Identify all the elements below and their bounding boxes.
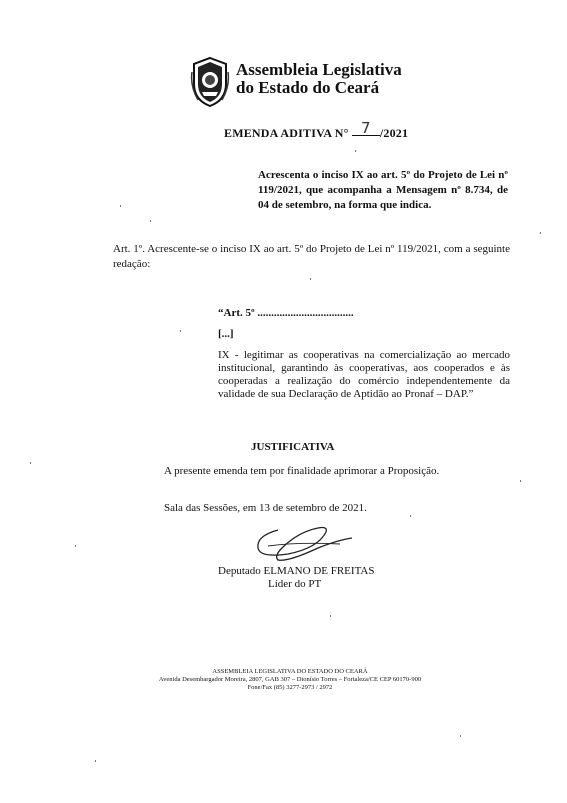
letterhead [190,56,430,112]
justification-text: A presente emenda tem por finalidade aprimorar a Proposição. [164,465,440,477]
signatory-role: Líder do PT [268,578,322,590]
omission-ellipsis: [...] [218,328,234,340]
justification-heading: JUSTIFICATIVA [251,441,335,453]
footer-institution: ASSEMBLEIA LEGISLATIVA DO ESTADO DO CEARÁ [212,668,368,675]
amendment-title-prefix: EMENDA ADITIVA N° [224,126,349,140]
amendment-title-suffix: /2021 [379,126,409,140]
article-1-text: Art. 1º. Acrescente-se o inciso IX ao art. 5º do Projeto de Lei nº 119/2021, com a seguinte redação: [113,243,510,270]
inciso-ix-text: IX - legitimar as cooperativas na comercialização ao mercado institucional, garantindo às cooperativas, aos cooperados e às cooperadas a realização do comércio independentemente da validade de sua Declaração de Aptidão ao Pronaf – DAP.” [218,349,510,400]
coat-of-arms-icon [190,56,230,108]
institution-name-line2: do Estado do Ceará [236,78,380,97]
footer-phone: Fone/Fax (85) 3277-2973 / 2972 [247,684,333,691]
amendment-summary: Acrescenta o inciso IX ao art. 5º do Projeto de Lei nº 119/2021, que acompanha a Mensagem nº 8.734, de 04 de setembro, na forma que indica. [258,169,508,211]
footer-address: Avenida Desembargador Moreira, 2807, GAB 307 – Dionísio Torres – Fortaleza/CE CEP 60170-900 [158,676,422,683]
amendment-number: 7 [352,121,380,136]
page-footer [130,668,450,692]
signature-icon [248,518,358,568]
institution-name-line1: Assembleia Legislativa [236,60,402,79]
place-and-date: Sala das Sessões, em 13 de setembro de 2021. [164,502,367,514]
signatory-name: Deputado ELMANO DE FREITAS [218,565,375,577]
amendment-title [224,119,409,141]
article-5-heading: “Art. 5º ................................... [218,307,354,319]
